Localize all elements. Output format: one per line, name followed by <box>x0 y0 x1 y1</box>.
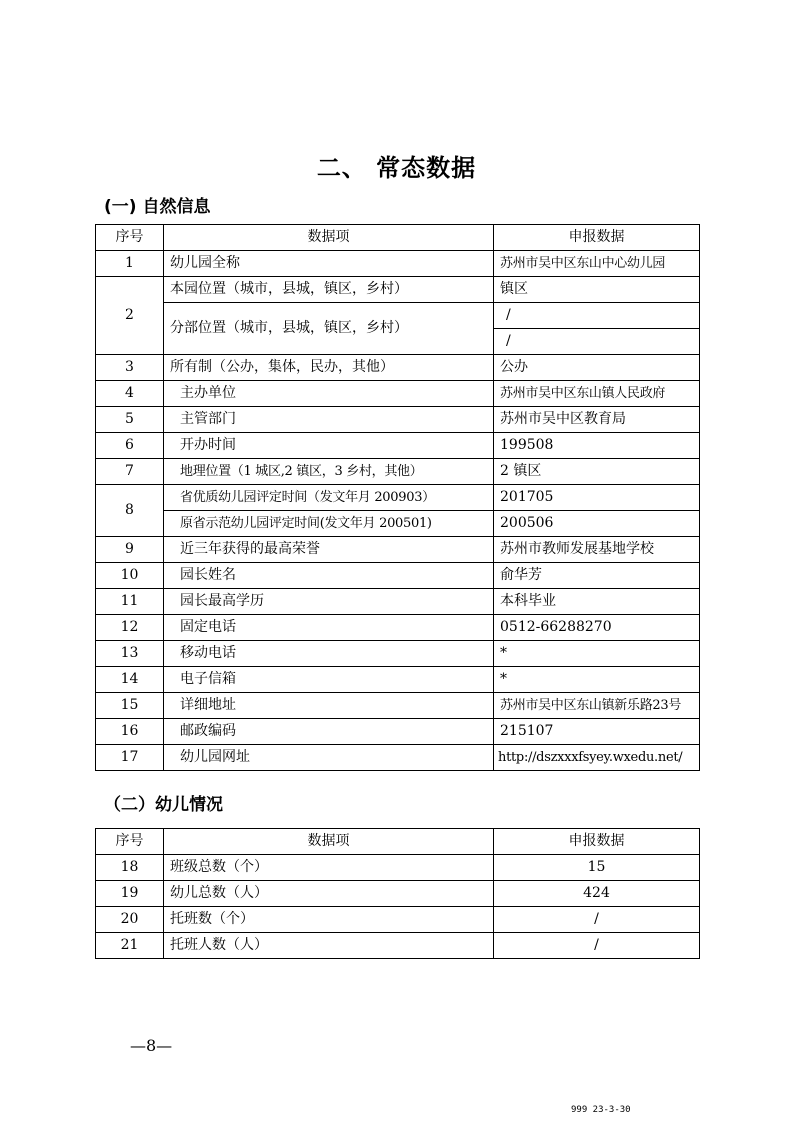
row-value: http://dszxxxfsyey.wxedu.net/ <box>494 745 700 771</box>
table-row <box>96 667 700 693</box>
row-item: 邮政编码 <box>164 719 494 745</box>
row-value: 苏州市吴中区东山中心幼儿园 <box>494 251 700 277</box>
row-index: 5 <box>96 407 164 433</box>
row-value: / <box>494 907 700 933</box>
row-value: 苏州市教师发展基地学校 <box>494 537 700 563</box>
row-item: 开办时间 <box>164 433 494 459</box>
section-heading-natural-info: (一) 自然信息 <box>104 197 211 217</box>
row-index: 13 <box>96 641 164 667</box>
row-value: 镇区 <box>494 277 700 303</box>
header-item: 数据项 <box>164 225 494 251</box>
row-value: 201705 <box>494 485 700 511</box>
page-number: —8— <box>130 1036 173 1055</box>
row-item: 园长最高学历 <box>164 589 494 615</box>
row-index: 16 <box>96 719 164 745</box>
row-value: 199508 <box>494 433 700 459</box>
row-index: 19 <box>96 881 164 907</box>
table-row <box>96 615 700 641</box>
row-item: 托班人数（人） <box>164 933 494 959</box>
row-item: 幼儿总数（人） <box>164 881 494 907</box>
row-index: 9 <box>96 537 164 563</box>
row-item: 详细地址 <box>164 693 494 719</box>
header-value: 申报数据 <box>494 225 700 251</box>
table-row <box>96 881 700 907</box>
row-value: 公办 <box>494 355 700 381</box>
table-row <box>96 511 700 537</box>
row-item: 分部位置（城市，县城，镇区，乡村） <box>164 303 494 355</box>
row-value: * <box>494 641 700 667</box>
row-item: 幼儿园网址 <box>164 745 494 771</box>
table-row <box>96 537 700 563</box>
row-value: 2 镇区 <box>494 459 700 485</box>
row-item: 主管部门 <box>164 407 494 433</box>
table-row <box>96 589 700 615</box>
table-header-row <box>96 829 700 855</box>
table-row <box>96 485 700 511</box>
row-item: 幼儿园全称 <box>164 251 494 277</box>
row-index: 4 <box>96 381 164 407</box>
row-value: 苏州市吴中区教育局 <box>494 407 700 433</box>
row-item: 园长姓名 <box>164 563 494 589</box>
row-item: 所有制（公办，集体，民办，其他） <box>164 355 494 381</box>
section-heading-children-info: （二）幼儿情况 <box>104 795 223 815</box>
row-index: 17 <box>96 745 164 771</box>
table-row <box>96 855 700 881</box>
row-item: 主办单位 <box>164 381 494 407</box>
table-row <box>96 933 700 959</box>
page-title: 二、 常态数据 <box>316 154 477 182</box>
row-index: 12 <box>96 615 164 641</box>
row-index: 10 <box>96 563 164 589</box>
table-row <box>96 719 700 745</box>
row-value: * <box>494 667 700 693</box>
table-row <box>96 251 700 277</box>
row-item: 近三年获得的最高荣誉 <box>164 537 494 563</box>
row-value: 苏州市吴中区东山镇人民政府 <box>494 381 700 407</box>
row-item: 省优质幼儿园评定时间（发文年月 200903） <box>164 485 494 511</box>
row-item: 固定电话 <box>164 615 494 641</box>
row-value: 苏州市吴中区东山镇新乐路23号 <box>494 693 700 719</box>
header-index: 序号 <box>96 225 164 251</box>
row-index: 14 <box>96 667 164 693</box>
table-row <box>96 907 700 933</box>
header-index: 序号 <box>96 829 164 855</box>
header-item: 数据项 <box>164 829 494 855</box>
header-value: 申报数据 <box>494 829 700 855</box>
row-value: 15 <box>494 855 700 881</box>
row-value: / <box>494 303 700 329</box>
row-index: 20 <box>96 907 164 933</box>
row-item: 班级总数（个） <box>164 855 494 881</box>
row-value: 424 <box>494 881 700 907</box>
row-value: 215107 <box>494 719 700 745</box>
row-index: 6 <box>96 433 164 459</box>
row-value: / <box>494 329 700 355</box>
row-index: 2 <box>96 277 164 355</box>
row-index: 3 <box>96 355 164 381</box>
table-row <box>96 459 700 485</box>
table-row <box>96 693 700 719</box>
table-header-row <box>96 225 700 251</box>
row-index: 18 <box>96 855 164 881</box>
row-item: 托班数（个） <box>164 907 494 933</box>
table-row <box>96 277 700 303</box>
table-row <box>96 303 700 329</box>
row-item: 电子信箱 <box>164 667 494 693</box>
table-row <box>96 381 700 407</box>
row-value: 俞华芳 <box>494 563 700 589</box>
row-index: 15 <box>96 693 164 719</box>
row-item: 原省示范幼儿园评定时间(发文年月 200501) <box>164 511 494 537</box>
table-row <box>96 407 700 433</box>
natural-info-table <box>95 224 700 771</box>
row-index: 1 <box>96 251 164 277</box>
row-index: 21 <box>96 933 164 959</box>
row-value: 本科毕业 <box>494 589 700 615</box>
row-index: 7 <box>96 459 164 485</box>
table-row <box>96 355 700 381</box>
row-item: 本园位置（城市，县城，镇区，乡村） <box>164 277 494 303</box>
row-value: 200506 <box>494 511 700 537</box>
table-row <box>96 745 700 771</box>
table-row <box>96 433 700 459</box>
row-item: 移动电话 <box>164 641 494 667</box>
table-row <box>96 641 700 667</box>
children-info-table <box>95 828 700 959</box>
table-row <box>96 563 700 589</box>
row-item: 地理位置（1 城区,2 镇区，3 乡村，其他） <box>164 459 494 485</box>
row-index: 11 <box>96 589 164 615</box>
row-value: 0512-66288270 <box>494 615 700 641</box>
row-value: / <box>494 933 700 959</box>
print-stamp: 999 23-3-30 <box>571 1105 631 1115</box>
row-index: 8 <box>96 485 164 537</box>
